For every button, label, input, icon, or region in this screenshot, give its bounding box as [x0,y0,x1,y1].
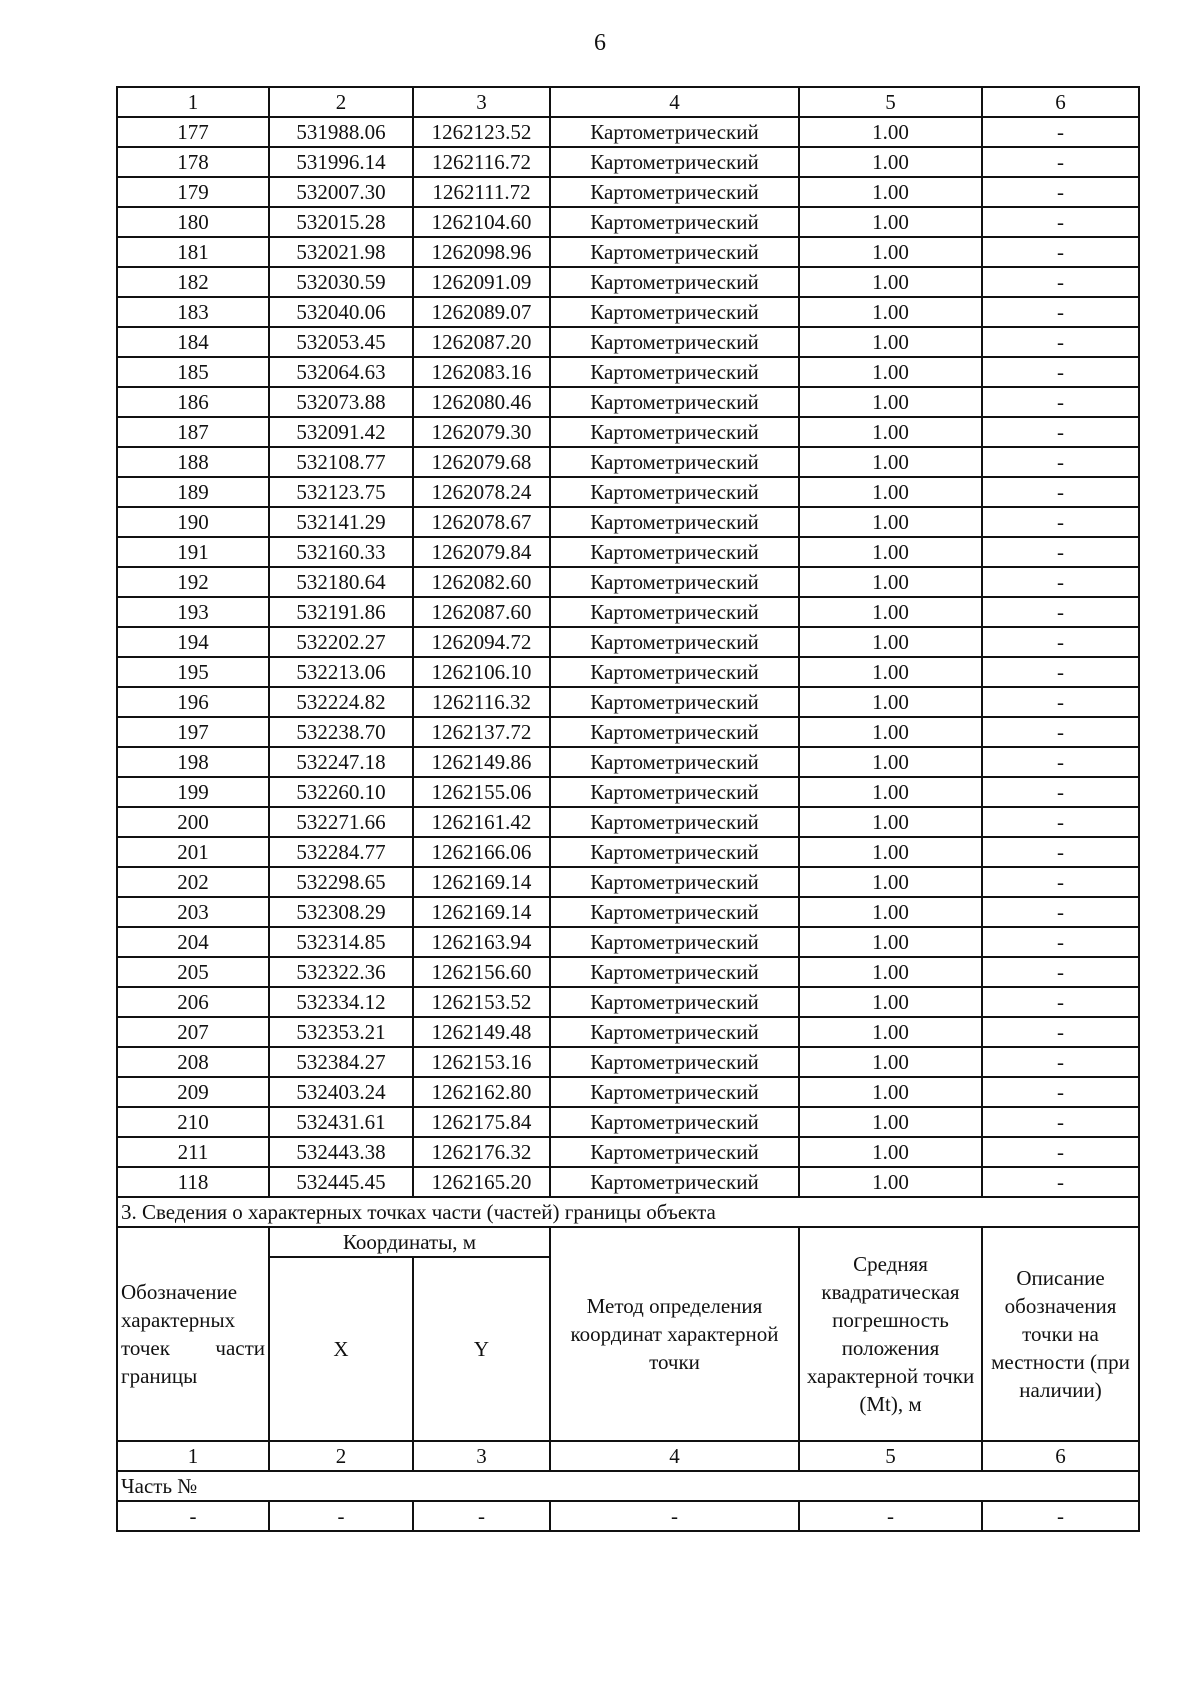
table-row [117,657,1139,687]
x-coordinate-cell: 532384.27 [269,1047,413,1077]
description-cell: - [982,357,1139,387]
description-cell: - [982,747,1139,777]
y-coordinate-cell: 1262080.46 [413,387,550,417]
y-coordinate-cell: 1262176.32 [413,1137,550,1167]
point-number-cell: 192 [117,567,269,597]
table-row [117,1017,1139,1047]
x-coordinate-cell: 531996.14 [269,147,413,177]
col-number-cell: 4 [550,87,799,117]
description-cell: - [982,477,1139,507]
table-row [117,507,1139,537]
description-cell: - [982,177,1139,207]
table-row [117,387,1139,417]
x-coordinate-cell: 532160.33 [269,537,413,567]
method-cell: Картометрический [550,987,799,1017]
method-cell: Картометрический [550,177,799,207]
mt-cell: 1.00 [799,417,982,447]
mt-cell: 1.00 [799,1047,982,1077]
y-coordinate-cell: 1262116.72 [413,147,550,177]
point-number-cell: 211 [117,1137,269,1167]
page-number: 6 [594,30,606,56]
point-number-cell: 193 [117,597,269,627]
y-coordinate-cell: 1262155.06 [413,777,550,807]
description-cell: - [982,657,1139,687]
x-coordinate-cell: 532123.75 [269,477,413,507]
col-number-cell: 5 [799,87,982,117]
x-coordinate-cell: 532353.21 [269,1017,413,1047]
method-cell: Картометрический [550,1047,799,1077]
x-coordinate-cell: 532403.24 [269,1077,413,1107]
y-coordinate-cell: 1262165.20 [413,1167,550,1197]
y-coordinate-cell: 1262087.60 [413,597,550,627]
table-row [117,447,1139,477]
x-header: X [269,1257,413,1441]
description-cell: - [982,387,1139,417]
table-row [117,177,1139,207]
mt-cell: 1.00 [799,357,982,387]
mt-cell: 1.00 [799,207,982,237]
method-cell: Картометрический [550,597,799,627]
mt-cell: 1.00 [799,657,982,687]
col-number-cell: 2 [269,87,413,117]
table-row [117,147,1139,177]
x-coordinate-cell: 532030.59 [269,267,413,297]
point-number-cell: 194 [117,627,269,657]
mt-cell: 1.00 [799,1167,982,1197]
boundary-points-table [116,86,1140,1532]
description-cell: - [982,687,1139,717]
description-cell: - [982,1077,1139,1107]
y-coordinate-cell: 1262111.72 [413,177,550,207]
y-coordinate-cell: 1262175.84 [413,1107,550,1137]
description-cell: - [982,417,1139,447]
method-cell: Картометрический [550,147,799,177]
mt-cell: 1.00 [799,567,982,597]
table-row [117,1167,1139,1197]
table-row [117,267,1139,297]
table-row [117,717,1139,747]
description-cell: - [982,597,1139,627]
method-cell: Картометрический [550,327,799,357]
x-coordinate-cell: 532073.88 [269,387,413,417]
table-row [117,927,1139,957]
x-coordinate-cell: 532443.38 [269,1137,413,1167]
point-number-cell: 208 [117,1047,269,1077]
description-cell: - [982,957,1139,987]
point-number-cell: 207 [117,1017,269,1047]
table-row [117,357,1139,387]
point-number-cell: 205 [117,957,269,987]
y-coordinate-cell: 1262079.84 [413,537,550,567]
x-coordinate-cell: 532141.29 [269,507,413,537]
y-coordinate-cell: 1262078.67 [413,507,550,537]
y-coordinate-cell: 1262098.96 [413,237,550,267]
x-coordinate-cell: 532247.18 [269,747,413,777]
section-title: 3. Сведения о характерных точках части (частей) границы объекта [117,1197,1139,1227]
col-number-cell: 3 [413,1441,550,1471]
mt-cell: 1.00 [799,1017,982,1047]
x-coordinate-cell: 532040.06 [269,297,413,327]
mt-cell: 1.00 [799,927,982,957]
method-cell: Картометрический [550,387,799,417]
description-header: Описание обозначения точки на местности (при наличии) [982,1227,1139,1441]
mt-cell: 1.00 [799,297,982,327]
method-cell: Картометрический [550,357,799,387]
x-coordinate-cell: 532091.42 [269,417,413,447]
y-coordinate-cell: 1262149.86 [413,747,550,777]
point-number-cell: 189 [117,477,269,507]
description-cell: - [982,147,1139,177]
y-coordinate-cell: 1262162.80 [413,1077,550,1107]
empty-cell: - [117,1501,269,1531]
description-cell: - [982,807,1139,837]
mt-cell: 1.00 [799,1077,982,1107]
table-row [117,987,1139,1017]
table-row [117,477,1139,507]
x-coordinate-cell: 532021.98 [269,237,413,267]
x-coordinate-cell: 532108.77 [269,447,413,477]
point-number-cell: 118 [117,1167,269,1197]
table-row [117,687,1139,717]
table-row [117,327,1139,357]
method-cell: Картометрический [550,807,799,837]
col-number-cell: 5 [799,1441,982,1471]
description-cell: - [982,1047,1139,1077]
method-cell: Картометрический [550,507,799,537]
point-number-cell: 180 [117,207,269,237]
method-cell: Картометрический [550,267,799,297]
method-cell: Картометрический [550,747,799,777]
y-coordinate-cell: 1262079.30 [413,417,550,447]
point-number-cell: 201 [117,837,269,867]
section-header-row [117,1227,1139,1257]
empty-cell: - [982,1501,1139,1531]
point-number-cell: 196 [117,687,269,717]
x-coordinate-cell: 532015.28 [269,207,413,237]
table-row [117,117,1139,147]
description-cell: - [982,837,1139,867]
empty-part-row [117,1501,1139,1531]
table-row [117,897,1139,927]
table-row [117,957,1139,987]
x-coordinate-cell: 532224.82 [269,687,413,717]
method-cell: Картометрический [550,297,799,327]
description-cell: - [982,867,1139,897]
description-cell: - [982,1167,1139,1197]
description-cell: - [982,717,1139,747]
x-coordinate-cell: 532202.27 [269,627,413,657]
table-row [117,627,1139,657]
mt-cell: 1.00 [799,177,982,207]
description-cell: - [982,207,1139,237]
mt-cell: 1.00 [799,117,982,147]
col-number-cell: 1 [117,1441,269,1471]
coordinates-header: Координаты, м [269,1227,550,1257]
point-number-cell: 203 [117,897,269,927]
x-coordinate-cell: 532053.45 [269,327,413,357]
table-row [117,807,1139,837]
mt-cell: 1.00 [799,477,982,507]
x-coordinate-cell: 532260.10 [269,777,413,807]
mt-cell: 1.00 [799,807,982,837]
section-title-row [117,1197,1139,1227]
description-cell: - [982,1137,1139,1167]
y-coordinate-cell: 1262161.42 [413,807,550,837]
method-cell: Картометрический [550,537,799,567]
point-number-cell: 188 [117,447,269,477]
point-number-cell: 199 [117,777,269,807]
method-cell: Картометрический [550,1077,799,1107]
method-cell: Картометрический [550,717,799,747]
y-coordinate-cell: 1262106.10 [413,657,550,687]
point-number-cell: 209 [117,1077,269,1107]
method-cell: Картометрический [550,687,799,717]
mt-cell: 1.00 [799,957,982,987]
y-coordinate-cell: 1262156.60 [413,957,550,987]
table-row [117,1047,1139,1077]
table-row [117,537,1139,567]
method-cell: Картометрический [550,417,799,447]
x-coordinate-cell: 531988.06 [269,117,413,147]
point-number-cell: 177 [117,117,269,147]
description-cell: - [982,297,1139,327]
mt-cell: 1.00 [799,687,982,717]
x-coordinate-cell: 532322.36 [269,957,413,987]
mt-cell: 1.00 [799,747,982,777]
method-cell: Картометрический [550,447,799,477]
x-coordinate-cell: 532191.86 [269,597,413,627]
description-cell: - [982,1107,1139,1137]
empty-cell: - [799,1501,982,1531]
mt-cell: 1.00 [799,897,982,927]
point-number-cell: 202 [117,867,269,897]
point-number-cell: 184 [117,327,269,357]
table-row [117,837,1139,867]
mt-cell: 1.00 [799,1107,982,1137]
x-coordinate-cell: 532064.63 [269,357,413,387]
method-cell: Картометрический [550,1107,799,1137]
x-coordinate-cell: 532238.70 [269,717,413,747]
description-cell: - [982,537,1139,567]
y-coordinate-cell: 1262079.68 [413,447,550,477]
mt-cell: 1.00 [799,867,982,897]
description-cell: - [982,447,1139,477]
col-number-cell: 6 [982,1441,1139,1471]
y-coordinate-cell: 1262078.24 [413,477,550,507]
point-number-cell: 195 [117,657,269,687]
point-number-cell: 185 [117,357,269,387]
section-column-number-row [117,1441,1139,1471]
method-cell: Картометрический [550,957,799,987]
y-coordinate-cell: 1262104.60 [413,207,550,237]
x-coordinate-cell: 532431.61 [269,1107,413,1137]
mt-cell: 1.00 [799,387,982,417]
y-coordinate-cell: 1262169.14 [413,897,550,927]
description-cell: - [982,327,1139,357]
y-coordinate-cell: 1262082.60 [413,567,550,597]
y-coordinate-cell: 1262087.20 [413,327,550,357]
designation-header: Обозначение характерных точек части границы [117,1227,269,1441]
mt-cell: 1.00 [799,447,982,477]
col-number-cell: 2 [269,1441,413,1471]
table-row [117,207,1139,237]
y-coordinate-cell: 1262091.09 [413,267,550,297]
point-number-cell: 183 [117,297,269,327]
x-coordinate-cell: 532308.29 [269,897,413,927]
description-cell: - [982,927,1139,957]
method-cell: Картометрический [550,627,799,657]
table-row [117,297,1139,327]
description-cell: - [982,987,1139,1017]
description-cell: - [982,627,1139,657]
table-row [117,417,1139,447]
mt-cell: 1.00 [799,987,982,1017]
mt-header: Средняя квадратическая погрешность положения характерной точки (Mt), м [799,1227,982,1441]
method-cell: Картометрический [550,117,799,147]
table-row [117,597,1139,627]
x-coordinate-cell: 532180.64 [269,567,413,597]
y-coordinate-cell: 1262153.16 [413,1047,550,1077]
method-header: Метод определения координат характерной точки [550,1227,799,1441]
point-number-cell: 198 [117,747,269,777]
table-row [117,1137,1139,1167]
y-coordinate-cell: 1262166.06 [413,837,550,867]
description-cell: - [982,267,1139,297]
method-cell: Картометрический [550,567,799,597]
method-cell: Картометрический [550,1017,799,1047]
col-number-cell: 4 [550,1441,799,1471]
column-number-row [117,87,1139,117]
x-coordinate-cell: 532007.30 [269,177,413,207]
y-coordinate-cell: 1262169.14 [413,867,550,897]
x-coordinate-cell: 532445.45 [269,1167,413,1197]
point-number-cell: 182 [117,267,269,297]
empty-cell: - [413,1501,550,1531]
y-coordinate-cell: 1262123.52 [413,117,550,147]
x-coordinate-cell: 532271.66 [269,807,413,837]
x-coordinate-cell: 532213.06 [269,657,413,687]
mt-cell: 1.00 [799,237,982,267]
point-number-cell: 210 [117,1107,269,1137]
method-cell: Картометрический [550,237,799,267]
point-number-cell: 178 [117,147,269,177]
point-number-cell: 186 [117,387,269,417]
description-cell: - [982,237,1139,267]
y-coordinate-cell: 1262083.16 [413,357,550,387]
empty-cell: - [550,1501,799,1531]
table-row [117,867,1139,897]
mt-cell: 1.00 [799,717,982,747]
table-row [117,1077,1139,1107]
col-number-cell: 1 [117,87,269,117]
x-coordinate-cell: 532334.12 [269,987,413,1017]
point-number-cell: 179 [117,177,269,207]
mt-cell: 1.00 [799,267,982,297]
x-coordinate-cell: 532298.65 [269,867,413,897]
mt-cell: 1.00 [799,837,982,867]
mt-cell: 1.00 [799,627,982,657]
part-label-row [117,1471,1139,1501]
y-header: Y [413,1257,550,1441]
part-label: Часть № [117,1471,1139,1501]
x-coordinate-cell: 532284.77 [269,837,413,867]
mt-cell: 1.00 [799,537,982,567]
y-coordinate-cell: 1262089.07 [413,297,550,327]
table-row [117,237,1139,267]
empty-cell: - [269,1501,413,1531]
method-cell: Картометрический [550,837,799,867]
y-coordinate-cell: 1262163.94 [413,927,550,957]
table-row [117,1107,1139,1137]
point-number-cell: 190 [117,507,269,537]
col-number-cell: 6 [982,87,1139,117]
col-number-cell: 3 [413,87,550,117]
method-cell: Картометрический [550,657,799,687]
table-row [117,747,1139,777]
method-cell: Картометрический [550,207,799,237]
mt-cell: 1.00 [799,507,982,537]
method-cell: Картометрический [550,777,799,807]
method-cell: Картометрический [550,1137,799,1167]
point-number-cell: 187 [117,417,269,447]
mt-cell: 1.00 [799,147,982,177]
description-cell: - [982,777,1139,807]
point-number-cell: 197 [117,717,269,747]
mt-cell: 1.00 [799,327,982,357]
y-coordinate-cell: 1262094.72 [413,627,550,657]
y-coordinate-cell: 1262116.32 [413,687,550,717]
table-row [117,567,1139,597]
x-coordinate-cell: 532314.85 [269,927,413,957]
point-number-cell: 204 [117,927,269,957]
y-coordinate-cell: 1262153.52 [413,987,550,1017]
description-cell: - [982,117,1139,147]
mt-cell: 1.00 [799,597,982,627]
point-number-cell: 191 [117,537,269,567]
table-row [117,777,1139,807]
method-cell: Картометрический [550,927,799,957]
method-cell: Картометрический [550,1167,799,1197]
y-coordinate-cell: 1262149.48 [413,1017,550,1047]
mt-cell: 1.00 [799,1137,982,1167]
method-cell: Картометрический [550,897,799,927]
description-cell: - [982,507,1139,537]
point-number-cell: 206 [117,987,269,1017]
method-cell: Картометрический [550,867,799,897]
description-cell: - [982,897,1139,927]
mt-cell: 1.00 [799,777,982,807]
description-cell: - [982,1017,1139,1047]
method-cell: Картометрический [550,477,799,507]
y-coordinate-cell: 1262137.72 [413,717,550,747]
description-cell: - [982,567,1139,597]
point-number-cell: 200 [117,807,269,837]
point-number-cell: 181 [117,237,269,267]
